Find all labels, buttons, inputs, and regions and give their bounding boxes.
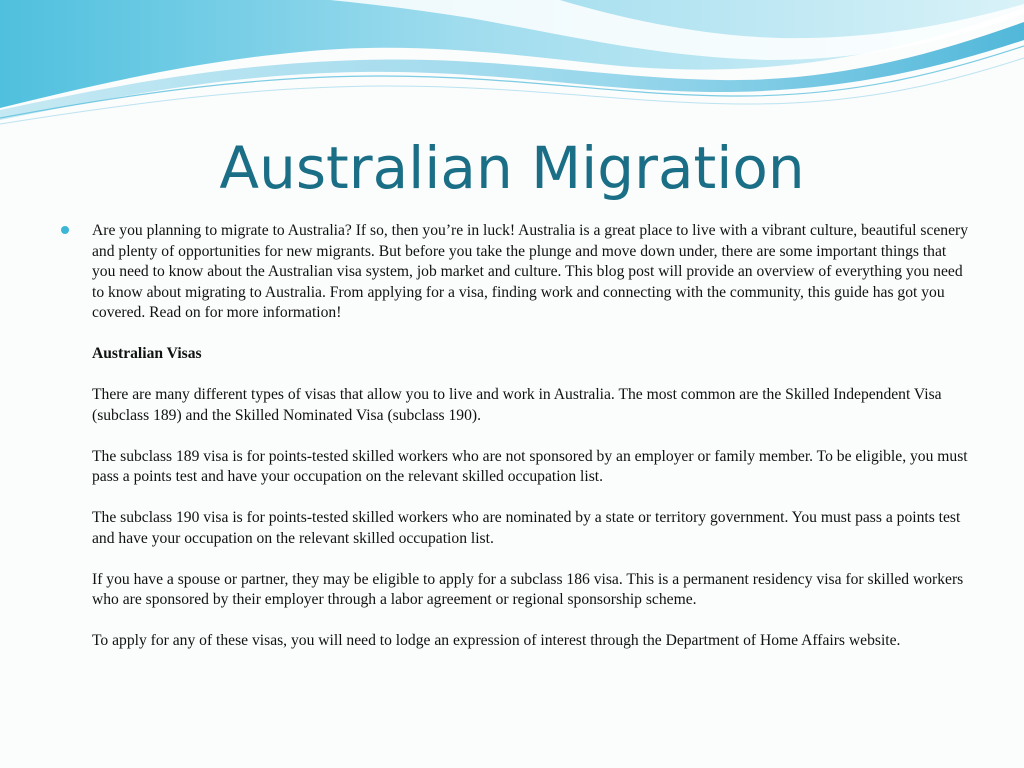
paragraph-intro: Are you planning to migrate to Australia? If so, then you’re in luck! Australia is a great place to live with a vibrant culture, beautiful scenery and plenty of opportunities for new migrants. But before you take the plunge and move down under, there are some important things that you need to know about the Australian visa system, job market and culture. This blog post will provide an overview of everything you need to know about migrating to Australia. From applying for a visa, finding work and connecting with the community, this guide has got you covered. Read on for more information! xyxy=(92,222,969,321)
paragraph-subclass-190: The subclass 190 visa is for points-tested skilled workers who are nominated by a state or territory government. You must pass a points test and have your occupation on the relevant skilled occupation list. xyxy=(92,509,961,547)
paragraph-subclass-186: If you have a spouse or partner, they may be eligible to apply for a subclass 186 visa. This is a permanent residency visa for skilled workers who are sponsored by their employer through a labor agreement or regional sponsorship scheme. xyxy=(92,570,964,608)
slide-title: Australian Migration xyxy=(219,134,805,202)
wave-header-decoration xyxy=(0,0,1024,130)
paragraph-visas: There are many different types of visas that allow you to live and work in Australia. The most common are the Skilled Independent Visa (subclass 189) and the Skilled Nominated Visa (subclass 190). xyxy=(92,386,942,424)
paragraph-apply: To apply for any of these visas, you will need to lodge an expression of interest through the Department of Home Affairs website. xyxy=(92,632,901,649)
bullet-icon xyxy=(60,225,70,235)
slide-body xyxy=(92,221,972,672)
section-heading: Australian Visas xyxy=(92,345,202,362)
paragraph-subclass-189: The subclass 189 visa is for points-tested skilled workers who are not sponsored by an employer or family member. To be eligible, you must pass a points test and have your occupation on the relevant skilled occupation list. xyxy=(92,447,968,485)
